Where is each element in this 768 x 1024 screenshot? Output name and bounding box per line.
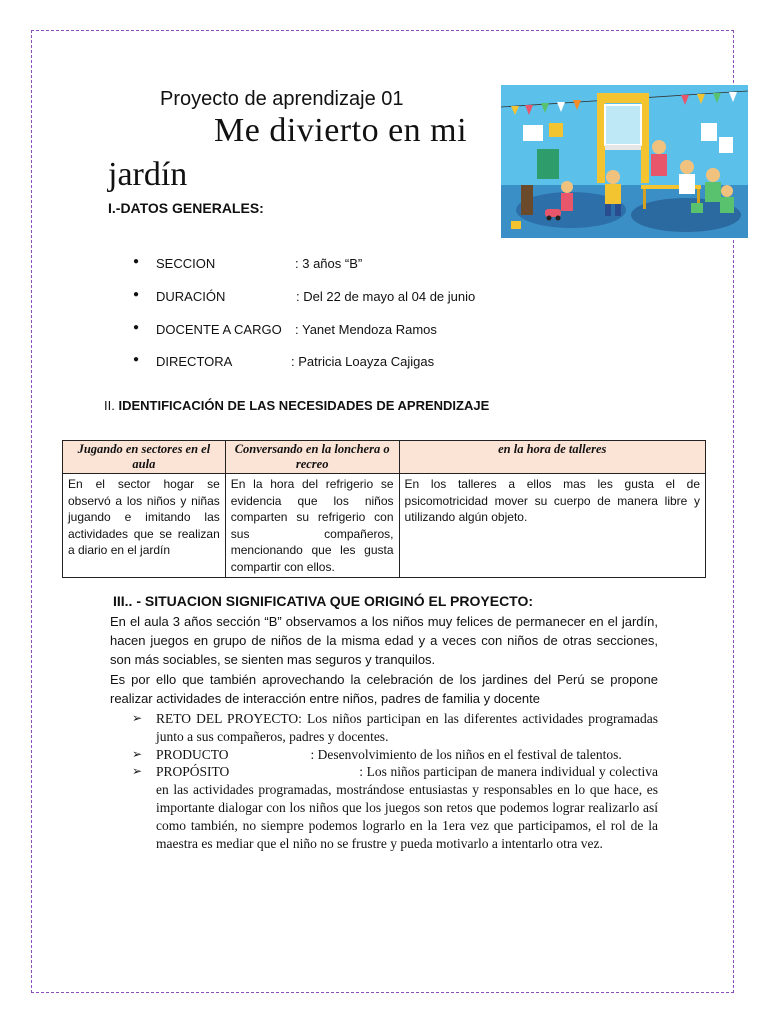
item-text: : Los niños participan en las diferentes actividades programadas junto a sus compañeros, padres y docentes.: [156, 711, 658, 744]
table-header-cell: Conversando en la lonchera o recreo: [225, 441, 399, 474]
table-header-cell: en la hora de talleres: [399, 441, 705, 474]
field-value: : Del 22 de mayo al 04 de junio: [296, 289, 476, 304]
project-subtitle: Proyecto de aprendizaje 01: [160, 88, 404, 110]
table-cell: En los talleres a ellos mas les gusta el de psicomotricidad mover su cuerpo de manera libre y utilizando algún objeto.: [399, 474, 705, 578]
table-row: [63, 474, 706, 578]
list-item: [130, 763, 658, 852]
item-text: : Los niños participan de manera individual y colectiva en las actividades programadas, mostrándose entusiastas y responsables en lo que hace, es importante dialogar con los niños que los juegos son retos que podemos lograr realizarlo así como también, no siempre podemos lograrlo en la 1era vez que participamos, el rol de la maestra es mediar que el niño no se frustre y pueda motivarlo a intentarlo otra vez.: [156, 764, 658, 851]
arrow-bullet-icon: ➢: [132, 711, 143, 725]
project-title-line1: Me divierto en mi: [214, 112, 468, 149]
table-cell: En el sector hogar se observó a los niños y niñas jugando e imitando las actividades que se realizan a diario en el jardín: [63, 474, 226, 578]
project-title-line2: jardín: [108, 156, 188, 193]
needs-table: [62, 440, 706, 578]
classroom-illustration: [501, 85, 748, 238]
item-label: RETO DEL PROYECTO: [156, 711, 299, 726]
bullet-icon: ●: [133, 256, 140, 267]
table-cell: En la hora del refrigerio se evidencia que los niños comparten su refrigerio con sus compañeros, mencionando que les gusta compartir con ellos.: [225, 474, 399, 578]
section3-heading: III.. - SITUACION SIGNIFICATIVA QUE ORIGINÓ EL PROYECTO:: [113, 593, 534, 609]
section2-number: II.: [104, 398, 115, 413]
field-value: : Yanet Mendoza Ramos: [295, 322, 437, 337]
section1-heading: I.-DATOS GENERALES:: [108, 200, 264, 216]
section2-heading: [104, 398, 489, 413]
arrow-bullet-icon: ➢: [132, 764, 143, 779]
bullet-icon: ●: [133, 354, 140, 365]
situation-paragraph: Es por ello que también aprovechando la celebración de los jardines del Perú se propone realizar actividades de interacción entre niños, padres de familia y docente: [110, 672, 658, 706]
list-item: [130, 710, 658, 746]
table-header-cell: Jugando en sectores en el aula: [63, 441, 226, 474]
project-items-list: [130, 710, 658, 852]
bullet-icon: ●: [133, 289, 140, 300]
field-label: SECCION: [156, 256, 216, 271]
field-label: DURACIÓN: [156, 289, 226, 304]
field-value: : 3 años “B”: [295, 256, 363, 271]
item-label: PROPÓSITO: [156, 764, 230, 780]
arrow-bullet-icon: ➢: [132, 746, 143, 761]
list-item: [130, 746, 658, 764]
field-label: DIRECTORA: [156, 354, 233, 369]
section2-title: IDENTIFICACIÓN DE LAS NECESIDADES DE APRENDIZAJE: [118, 398, 490, 413]
situation-paragraph: En el aula 3 años sección “B” observamos a los niños muy felices de permanecer en el jardín, hacen juegos en grupo de niños de la misma edad y a veces con niños de otras secciones, son más sociables, se sienten mas seguros y tranquilos.: [110, 614, 658, 667]
item-label: PRODUCTO: [156, 746, 229, 762]
field-value: : Patricia Loayza Cajigas: [291, 354, 435, 369]
item-text: : Desenvolvimiento de los niños en el festival de talentos.: [310, 746, 622, 762]
bullet-icon: ●: [133, 322, 140, 333]
table-header-row: [63, 441, 706, 474]
field-label: DOCENTE A CARGO: [156, 322, 282, 337]
